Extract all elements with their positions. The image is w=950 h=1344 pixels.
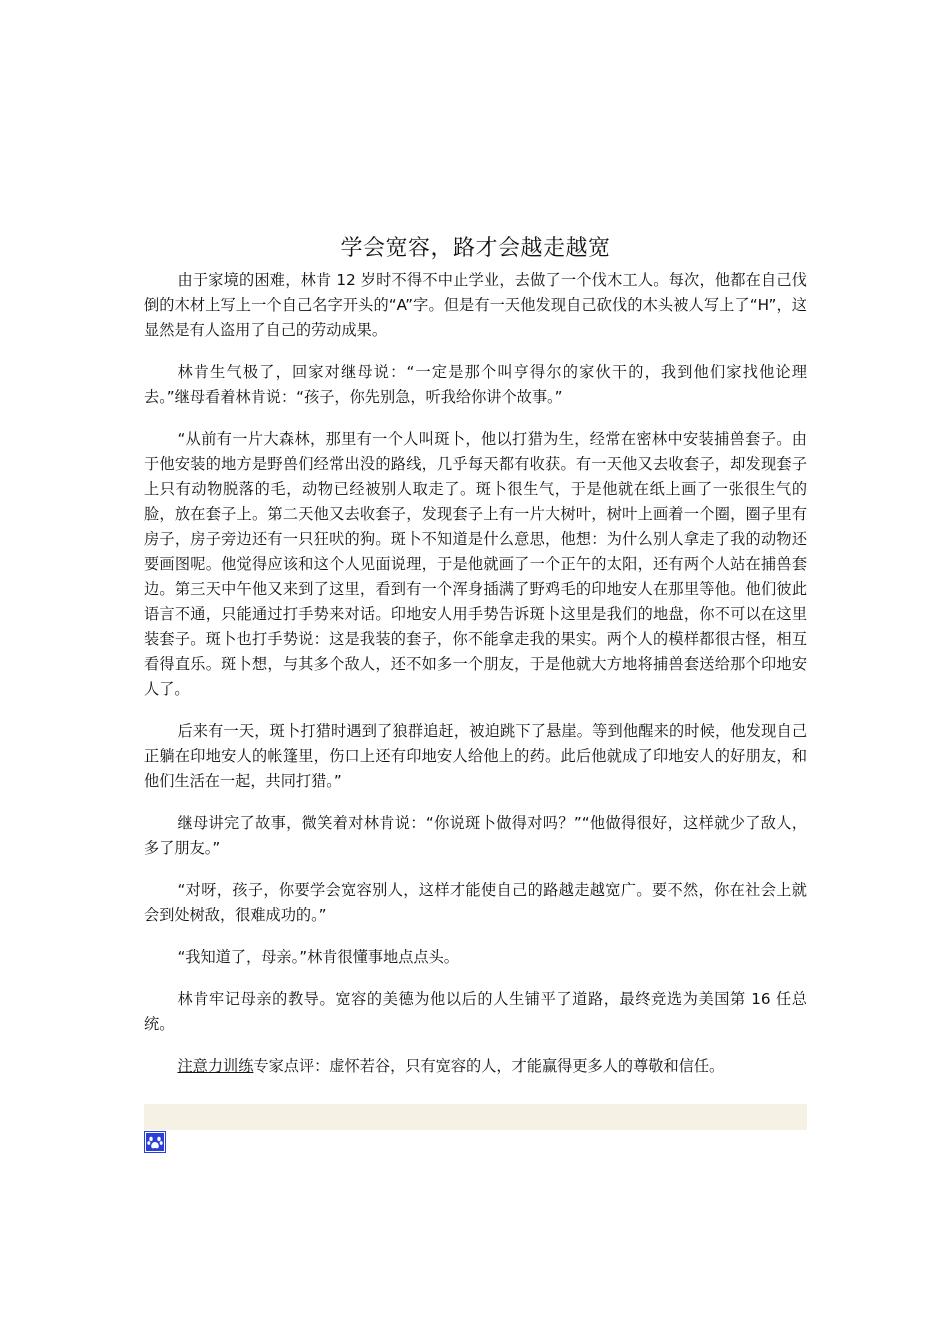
paragraph-7: “我知道了，母亲。”林肯很懂事地点点头。 — [177, 948, 459, 966]
paragraph-3: “从前有一片大森林，那里有一个人叫斑卜，他以打猎为生，经常在密林中安装捕兽套子。由于他安装的地方是野兽们经常出没的路线，几乎每天都有收获。有一天他又去收套子，却发现套子上只有动物脱落的毛，动物已经被别人取走了。斑卜很生气，于是他就在纸上画了一张很生气的脸，放在套子上。第二天他又去收套子，发现套子上有一片大树叶，树叶上画着一个圈，圈子里有房子，房子旁边还有一只狂吠的狗。斑卜不知道是什么意思，他想：为什么别人拿走了我的动物还要画图呢。他觉得应该和这个人见面说理，于是他就画了一个正午的太阳，还有两个人站在捕兽套边。第三天中午他又来到了这里，看到有一个浑身插满了野鸡毛的印地安人在那里等他。他们彼此语言不通，只能通过打手势来对话。印地安人用手势告诉斑卜这里是我们的地盘，你不可以在这里装套子。斑卜也打手势说：这是我装的套子，你不能拿走我的果实。两个人的模样都很古怪，相互看得直乐。斑卜想，与其多个敌人，还不如多一个朋友，于是他就大方地将捕兽套送给那个印地安人了。 — [144, 430, 807, 698]
expert-comment — [144, 1054, 807, 1079]
attention-training-link[interactable]: 注意力训练 — [177, 1057, 254, 1075]
paragraph-6: “对呀，孩子，你要学会宽容别人，这样才能使自己的路越走越宽广。要不然，你在社会上就会到处树敌，很难成功的。” — [144, 881, 807, 924]
paw-icon-graphic — [144, 1131, 166, 1153]
paragraph-1: 由于家境的困难，林肯 12 岁时不得不中止学业，去做了一个伐木工人。每次，他都在自己伐倒的木材上写上一个自己名字开头的“A”字。但是有一天他发现自己砍伐的木头被人写上了“H”，这显然是有人盗用了自己的劳动成果。 — [144, 271, 807, 339]
paragraph-4: 后来有一天，斑卜打猎时遇到了狼群追赶，被迫跳下了悬崖。等到他醒来的时候，他发现自己正躺在印地安人的帐篷里，伤口上还有印地安人给他上的药。此后他就成了印地安人的好朋友，和他们生活在一起，共同打猎。” — [144, 722, 807, 790]
paragraph-2: 林肯生气极了，回家对继母说：“一定是那个叫亨得尔的家伙干的，我到他们家找他论理去。”继母看着林肯说：“孩子，你先别急，听我给你讲个故事。” — [144, 363, 807, 406]
footer-bar — [144, 1104, 807, 1130]
expert-comment-text: 专家点评：虚怀若谷，只有宽容的人，才能赢得更多人的尊敬和信任。 — [253, 1057, 725, 1075]
paw-icon[interactable] — [144, 1131, 166, 1153]
paragraph-8: 林肯牢记母亲的教导。宽容的美德为他以后的人生铺平了道路，最终竞选为美国第 16 任总统。 — [144, 990, 807, 1033]
article — [144, 232, 807, 1079]
paragraph-5: 继母讲完了故事，微笑着对林肯说：“你说斑卜做得对吗？”“他做得很好，这样就少了敌人，多了朋友。” — [144, 814, 807, 857]
article-title: 学会宽容，路才会越走越宽 — [340, 236, 611, 261]
